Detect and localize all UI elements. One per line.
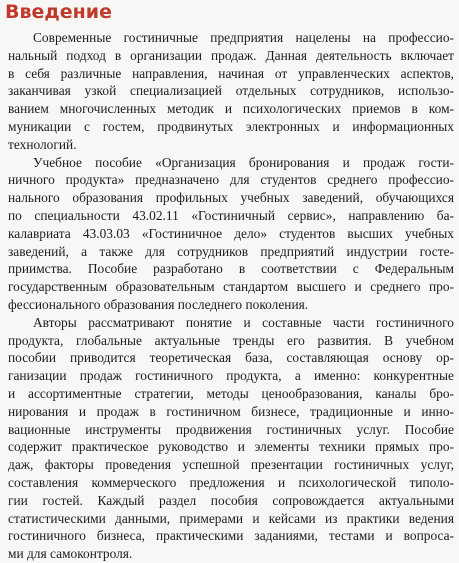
paragraph-2	[8, 154, 454, 314]
text-line: заведений, а также для сотрудников предприятий индустрии госте-	[8, 243, 454, 259]
text-line: ванием многочисленных методик и психологических приемов в ком-	[8, 101, 454, 117]
text-line: и ассортиментные стратегии, методы ценообразования, каналы бро-	[8, 385, 454, 401]
text-line: продукта, глобальные актуальные тренды его развития. В учебном	[8, 332, 454, 348]
text-line: гии гостей. Каждый раздел пособия сопровождается актуальными	[8, 492, 454, 508]
text-line: гостиничного бизнеса, практическими заданиями, тестами и вопроса-	[8, 528, 454, 544]
text-line: фессионального образования последнего поколения.	[8, 296, 309, 312]
text-line: нальный подход в организации продаж. Данная деятельность включает	[8, 47, 454, 63]
text-line: калавриата 43.03.03 «Гостиничное дело» студентов высших учебных	[8, 225, 454, 241]
text-line: статистическими данными, примерами и кейсами из практики ведения	[8, 510, 454, 526]
paragraph-1	[8, 29, 454, 154]
text-line: ганизации продаж гостиничного продукта, а именно: конкурентные	[8, 368, 454, 384]
text-line: государственным образовательным стандартом высшего и среднего про-	[8, 279, 454, 295]
text-line: составления коммерческого предложения и психологической типоло-	[8, 474, 454, 490]
text-line: даж, факторы проведения успешной презентации гостиничных услуг,	[8, 457, 454, 473]
text-line: ничного продукта» предназначено для студентов среднего профессио-	[8, 172, 454, 188]
text-line: в себя различные направления, начиная от управленческих аспектов,	[8, 65, 454, 81]
text-line: нального образования профильных учебных заведений, обучающихся	[8, 190, 454, 206]
text-line: приимства. Пособие разработано в соответствии с Федеральным	[8, 261, 454, 277]
text-line: Учебное пособие «Организация бронирования и продаж гости-	[33, 154, 454, 170]
text-line: ми для самоконтроля.	[8, 546, 133, 562]
text-line: по специальности 43.02.11 «Гостиничный сервис», направлению ба-	[8, 207, 454, 223]
text-line: содержит практическое руководство и элементы техники прямых про-	[8, 439, 454, 455]
text-line: Авторы рассматривают понятие и составные части гостиничного	[33, 314, 454, 330]
text-line: муникации с гостем, продвинутых электронных и информационных	[8, 118, 454, 134]
paragraph-3	[8, 314, 454, 563]
text-line: нирования и продаж в гостиничном бизнесе, традиционные и инно-	[8, 403, 454, 419]
text-line: Современные гостиничные предприятия нацелены на профессио-	[33, 30, 454, 45]
text-line: заканчивая узкой специализацией отдельных сотрудников, использо-	[8, 83, 454, 99]
text-line: технологий.	[8, 136, 77, 152]
section-heading: Введение	[5, 1, 112, 23]
text-line: вационные инструменты продвижения гостиничных услуг. Пособие	[8, 421, 454, 437]
body-text	[8, 29, 454, 563]
text-line: пособии приводится теоретическая база, составляющая основу ор-	[8, 350, 454, 366]
